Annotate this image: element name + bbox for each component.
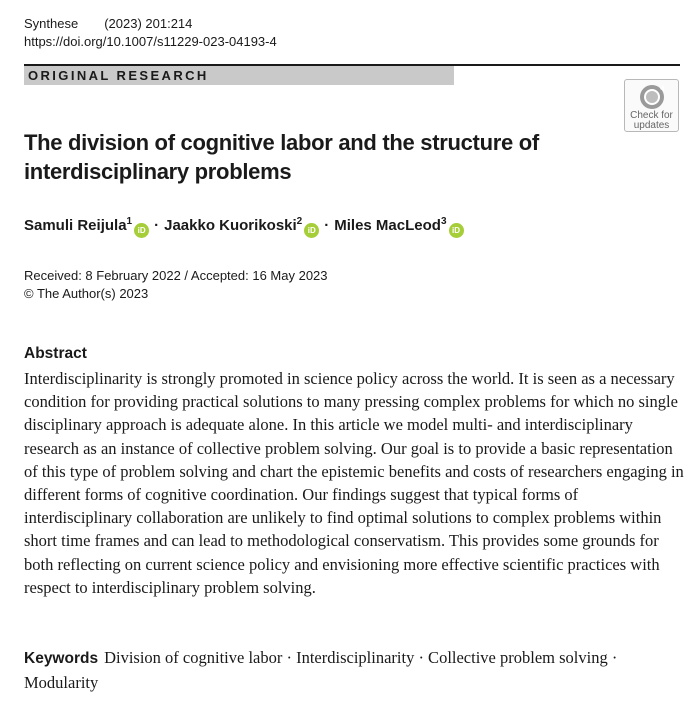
author-separator: · (154, 217, 160, 234)
orcid-icon[interactable]: iD (449, 223, 464, 238)
journal-meta (24, 16, 192, 32)
author-separator: · (324, 217, 330, 234)
article-type-banner: ORIGINAL RESEARCH (24, 66, 454, 85)
orcid-icon[interactable]: iD (304, 223, 319, 238)
orcid-icon[interactable]: iD (134, 223, 149, 238)
author-affiliation: 1 (126, 216, 133, 227)
author-affiliation: 3 (440, 216, 447, 227)
author-list (24, 216, 469, 238)
doi-link[interactable]: https://doi.org/10.1007/s11229-023-04193-4 (24, 34, 277, 49)
journal-citation: (2023) 201:214 (104, 16, 193, 31)
author-affiliation: 2 (296, 216, 303, 227)
check-for-updates-button[interactable] (624, 79, 679, 132)
author-name: Jaakko Kuorikoski (164, 217, 297, 234)
check-for-updates-line1: Check for (630, 110, 673, 121)
author-name: Miles MacLeod (334, 217, 441, 234)
abstract-heading: Abstract (24, 345, 87, 362)
check-for-updates-line2: updates (633, 120, 670, 131)
keywords-section (24, 646, 674, 694)
keywords-text: Division of cognitive labor · Interdisciplinarity · Collective problem solving · Modularity (24, 648, 618, 692)
paper-title: The division of cognitive labor and the structure of interdisciplinary problems (24, 130, 539, 184)
copyright-notice: © The Author(s) 2023 (24, 286, 149, 301)
check-for-updates-icon (638, 83, 666, 111)
keywords-label: Keywords (24, 650, 99, 667)
publication-dates: Received: 8 February 2022 / Accepted: 16 May 2023 (24, 268, 328, 283)
author-name: Samuli Reijula (24, 217, 127, 234)
abstract-text: Interdisciplinarity is strongly promoted in science policy across the world. It is seen as a necessary condition for providing practical solutions to many pressing complex problems for which no single disciplinary approach is adequate alone. In this article we model multi- and interdisciplinary research as an instance of collective problem solving. Our goal is to provide a basic representation of this type of problem solving and chart the epistemic benefits and costs of researchers engaging in different forms of cognitive coordination. Our findings suggest that typical forms of interdisciplinary collaboration are unlikely to find optimal solutions to complex problems within short time frames and can lead to methodological conservatism. This provides some grounds for both reflecting on current science policy and envisioning more effective scientific practices with respect to interdisciplinary problem solving. (24, 369, 684, 597)
journal-name: Synthese (24, 16, 79, 31)
